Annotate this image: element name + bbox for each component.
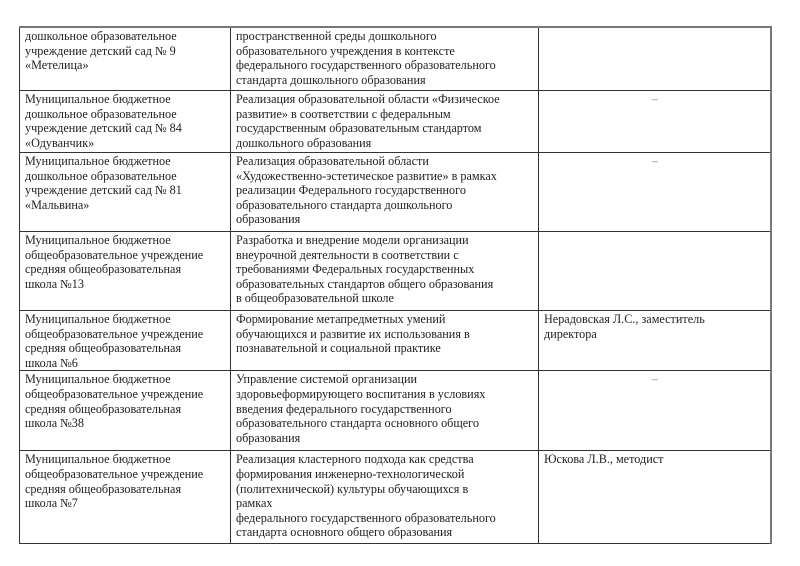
responsible-cell [539, 27, 771, 91]
institution-cell: Муниципальное бюджетное общеобразовательное учреждение средняя общеобразовательная школа №13 [20, 232, 231, 311]
responsible-cell: – [539, 371, 771, 451]
institution-cell: дошкольное образовательное учреждение детский сад № 9 «Метелица» [20, 27, 231, 91]
table-row [20, 451, 771, 544]
topic-cell: пространственной среды дошкольного образовательного учреждения в контексте федерального государственного образовательного стандарта дошкольного образования [231, 27, 539, 91]
table-row [20, 232, 771, 311]
topic-cell: Реализация образовательной области «Физическое развитие» в соответствии с федеральным государственным образовательным стандартом дошкольного образования [231, 91, 539, 153]
responsible-cell [539, 232, 771, 311]
institution-cell: Муниципальное бюджетное общеобразовательное учреждение средняя общеобразовательная школа №6 [20, 311, 231, 371]
responsible-cell: – [539, 153, 771, 232]
topic-cell: Формирование метапредметных умений обучающихся и развитие их использования в познавательной и социальной практике [231, 311, 539, 371]
institution-cell: Муниципальное бюджетное дошкольное образовательное учреждение детский сад № 84 «Одуванчик» [20, 91, 231, 153]
institution-cell: Муниципальное бюджетное дошкольное образовательное учреждение детский сад № 81 «Мальвина» [20, 153, 231, 232]
topic-cell: Управление системой организации здоровьеформирующего воспитания в условиях введения федерального государственного образовательного стандарта основного общего образования [231, 371, 539, 451]
institutions-table [19, 26, 772, 544]
institution-cell: Муниципальное бюджетное общеобразовательное учреждение средняя общеобразовательная школа №7 [20, 451, 231, 544]
topic-cell: Разработка и внедрение модели организации внеурочной деятельности в соответствии с требованиями Федеральных государственных образовательных стандартов общего образования в общеобразовательной школе [231, 232, 539, 311]
institution-cell: Муниципальное бюджетное общеобразовательное учреждение средняя общеобразовательная школа №38 [20, 371, 231, 451]
table-row [20, 153, 771, 232]
table-row [20, 91, 771, 153]
table-row [20, 27, 771, 91]
responsible-cell: Нерадовская Л.С., заместитель директора [539, 311, 771, 371]
table-row [20, 371, 771, 451]
topic-cell: Реализация кластерного подхода как средства формирования инженерно-технологической (политехнической) культуры обучающихся в рамках федерального государственного образовательного стандарта основного общего образования [231, 451, 539, 544]
table-row [20, 311, 771, 371]
topic-cell: Реализация образовательной области «Художественно-эстетическое развитие» в рамках реализации Федерального государственного образовательного стандарта дошкольного образования [231, 153, 539, 232]
responsible-cell: – [539, 91, 771, 153]
responsible-cell: Юскова Л.В., методист [539, 451, 771, 544]
